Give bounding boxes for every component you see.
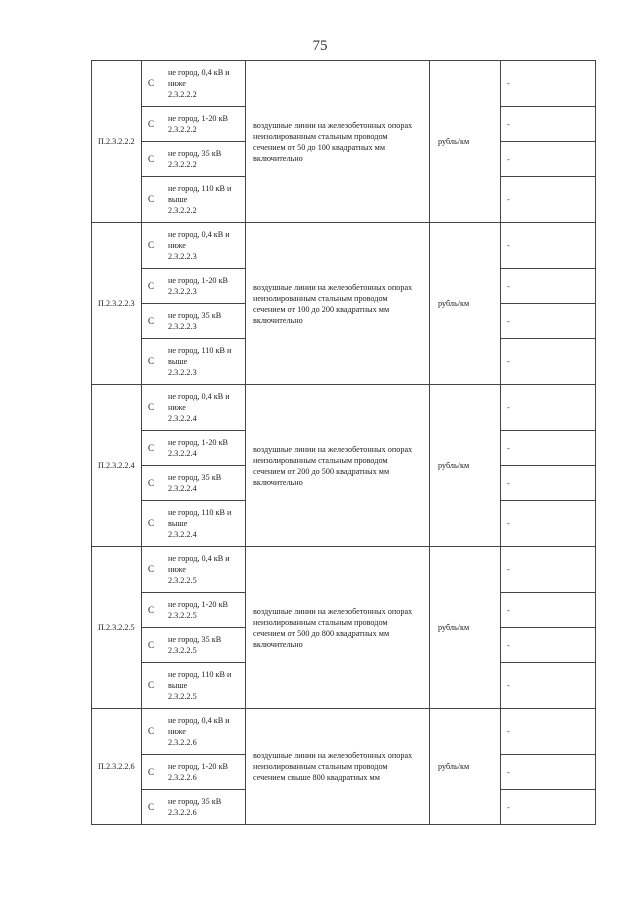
category-cell — [142, 755, 246, 790]
unit-of-measure: рубль/км — [430, 385, 501, 547]
category-text: не город, 0,4 кВ и ниже 2.3.2.2.5 — [168, 554, 230, 585]
category-cell — [142, 501, 246, 547]
category-text: не город, 0,4 кВ и ниже 2.3.2.2.6 — [168, 716, 230, 747]
item-code: П.2.3.2.2.2 — [92, 61, 142, 223]
rate-value: - — [501, 269, 596, 304]
category-letter: С — [148, 477, 155, 488]
line-description: воздушные линии на железобетонных опорах неизолированным стальным проводом сечением свыше 800 квадратных мм — [246, 709, 430, 825]
unit-of-measure: рубль/км — [430, 547, 501, 709]
category-text: не город, 1-20 кВ 2.3.2.2.4 — [168, 438, 229, 458]
rate-value: - — [501, 755, 596, 790]
category-cell — [142, 269, 246, 304]
category-letter: С — [148, 194, 155, 204]
unit-of-measure: рубль/км — [430, 61, 501, 223]
category-cell — [142, 547, 246, 593]
category-text: не город, 0,4 кВ и ниже 2.3.2.2.2 — [168, 68, 230, 99]
category-cell — [142, 466, 246, 501]
item-code: П.2.3.2.2.4 — [92, 385, 142, 547]
category-letter: С — [148, 118, 155, 129]
category-cell — [142, 107, 246, 142]
category-letter: С — [148, 564, 155, 574]
line-description: воздушные линии на железобетонных опорах неизолированным стальным проводом сечением от 200 до 500 квадратных мм включительно — [246, 385, 430, 547]
table-row — [92, 709, 596, 755]
category-cell — [142, 663, 246, 709]
rate-value: - — [501, 790, 596, 825]
category-text: не город, 110 кВ и выше 2.3.2.2.2 — [168, 184, 232, 215]
rate-value: - — [501, 177, 596, 223]
line-description: воздушные линии на железобетонных опорах неизолированным стальным проводом сечением от 100 до 200 квадратных мм включительно — [246, 223, 430, 385]
category-cell — [142, 628, 246, 663]
category-cell — [142, 61, 246, 107]
category-letter: С — [148, 315, 155, 326]
rate-value: - — [501, 628, 596, 663]
category-letter: С — [148, 604, 155, 615]
category-text: не город, 35 кВ 2.3.2.2.3 — [168, 311, 222, 331]
rate-value: - — [501, 223, 596, 269]
category-letter: С — [148, 356, 155, 366]
category-text: не город, 1-20 кВ 2.3.2.2.5 — [168, 600, 229, 620]
category-letter: С — [148, 240, 155, 250]
category-text: не город, 0,4 кВ и ниже 2.3.2.2.4 — [168, 392, 230, 423]
line-description: воздушные линии на железобетонных опорах неизолированным стальным проводом сечением от 50 до 100 квадратных мм включительно — [246, 61, 430, 223]
table-row — [92, 385, 596, 431]
category-cell — [142, 431, 246, 466]
category-text: не город, 110 кВ и выше 2.3.2.2.4 — [168, 508, 232, 539]
category-letter: С — [148, 639, 155, 650]
category-letter: С — [148, 280, 155, 291]
unit-of-measure: рубль/км — [430, 223, 501, 385]
category-text: не город, 35 кВ 2.3.2.2.5 — [168, 635, 222, 655]
item-code: П.2.3.2.2.5 — [92, 547, 142, 709]
rate-value: - — [501, 61, 596, 107]
category-letter: С — [148, 726, 155, 736]
table-row — [92, 223, 596, 269]
category-text: не город, 1-20 кВ 2.3.2.2.2 — [168, 114, 229, 134]
category-cell — [142, 223, 246, 269]
rate-value: - — [501, 339, 596, 385]
category-text: не город, 35 кВ 2.3.2.2.6 — [168, 797, 222, 817]
category-letter: С — [148, 680, 155, 690]
rate-value: - — [501, 142, 596, 177]
unit-of-measure: рубль/км — [430, 709, 501, 825]
category-letter: С — [148, 78, 155, 88]
category-text: не город, 35 кВ 2.3.2.2.4 — [168, 473, 222, 493]
category-cell — [142, 304, 246, 339]
table-row — [92, 61, 596, 107]
rate-value: - — [501, 431, 596, 466]
category-cell — [142, 790, 246, 825]
line-description: воздушные линии на железобетонных опорах неизолированным стальным проводом сечением от 500 до 800 квадратных мм включительно — [246, 547, 430, 709]
category-text: не город, 110 кВ и выше 2.3.2.2.5 — [168, 670, 232, 701]
page-number: 75 — [312, 38, 328, 54]
rate-value: - — [501, 107, 596, 142]
rate-value: - — [501, 501, 596, 547]
item-code: П.2.3.2.2.6 — [92, 709, 142, 825]
category-cell — [142, 142, 246, 177]
category-cell — [142, 385, 246, 431]
category-letter: С — [148, 766, 155, 777]
category-letter: С — [148, 442, 155, 453]
category-letter: С — [148, 153, 155, 164]
tariff-table — [91, 60, 596, 825]
rate-value: - — [501, 304, 596, 339]
category-text: не город, 110 кВ и выше 2.3.2.2.3 — [168, 346, 232, 377]
category-cell — [142, 593, 246, 628]
category-text: не город, 0,4 кВ и ниже 2.3.2.2.3 — [168, 230, 230, 261]
rate-value: - — [501, 593, 596, 628]
rate-value: - — [501, 663, 596, 709]
category-text: не город, 35 кВ 2.3.2.2.2 — [168, 149, 222, 169]
category-cell — [142, 177, 246, 223]
category-text: не город, 1-20 кВ 2.3.2.2.6 — [168, 762, 229, 782]
rate-value: - — [501, 547, 596, 593]
category-cell — [142, 709, 246, 755]
category-letter: С — [148, 801, 155, 812]
category-letter: С — [148, 402, 155, 412]
category-letter: С — [148, 518, 155, 528]
item-code: П.2.3.2.2.3 — [92, 223, 142, 385]
rate-value: - — [501, 385, 596, 431]
rate-value: - — [501, 709, 596, 755]
category-text: не город, 1-20 кВ 2.3.2.2.3 — [168, 276, 229, 296]
table-row — [92, 547, 596, 593]
rate-value: - — [501, 466, 596, 501]
category-cell — [142, 339, 246, 385]
